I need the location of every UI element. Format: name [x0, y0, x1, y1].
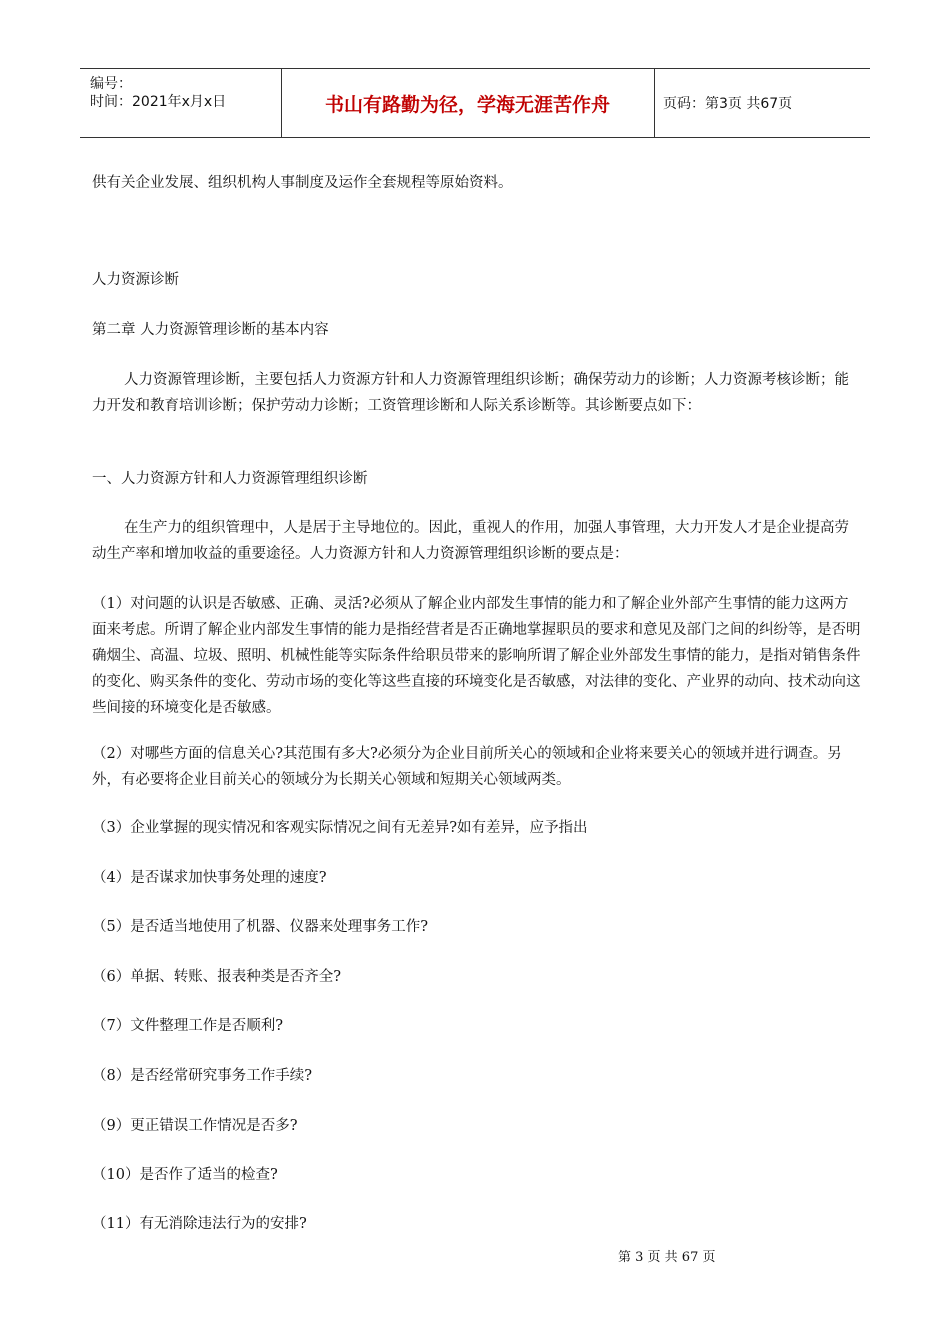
- page-footer: 第 3 页 共 67 页: [618, 1250, 716, 1265]
- motto-title: 书山有路勤为径，学海无涯苦作舟: [281, 69, 655, 137]
- paragraph-intro: 供有关企业发展、组织机构人事制度及运作全套规程等原始资料。: [92, 175, 513, 191]
- list-item-11: （11）有无消除违法行为的安排?: [92, 1216, 307, 1232]
- list-item-2: （2）对哪些方面的信息关心?其范围有多大?必须分为企业目前所关心的领域和企业将来要关心的领域并进行调查。另外，有必要将企业目前关心的领域分为长期关心领域和短期关心领域两类。: [92, 746, 842, 788]
- page-info: 页码：第3页 共67页: [663, 96, 793, 112]
- subsection-heading: 一、人力资源方针和人力资源管理组织诊断: [92, 471, 368, 487]
- time-label: 时间：2021年x月x日: [90, 94, 227, 110]
- list-item-4: （4）是否谋求加快事务处理的速度?: [92, 870, 327, 886]
- section-heading: 人力资源诊断: [92, 272, 179, 288]
- page-header: [80, 68, 870, 138]
- list-item-9: （9）更正错误工作情况是否多?: [92, 1118, 298, 1134]
- chapter-heading: 第二章 人力资源管理诊断的基本内容: [92, 322, 329, 338]
- list-item-8: （8）是否经常研究事务工作手续?: [92, 1068, 312, 1084]
- list-item-3: （3）企业掌握的现实情况和客观实际情况之间有无差异?如有差异，应予指出: [92, 820, 588, 836]
- paragraph-overview: 人力资源管理诊断，主要包括人力资源方针和人力资源管理组织诊断；确保劳动力的诊断；人力资源考核诊断；能力开发和教育培训诊断；保护劳动力诊断；工资管理诊断和人际关系诊断等。其诊断要点如下：: [92, 372, 849, 414]
- paragraph-body: 在生产力的组织管理中，人是居于主导地位的。因此，重视人的作用，加强人事管理，大力开发人才是企业提高劳动生产率和增加收益的重要途径。人力资源方针和人力资源管理组织诊断的要点是：: [92, 520, 849, 562]
- list-item-5: （5）是否适当地使用了机器、仪器来处理事务工作?: [92, 919, 428, 935]
- list-item-10: （10）是否作了适当的检查?: [92, 1167, 278, 1183]
- list-item-1: （1）对问题的认识是否敏感、正确、灵活?必须从了解企业内部发生事情的能力和了解企业外部产生事情的能力这两方面来考虑。所谓了解企业内部发生事情的能力是指经营者是否正确地掌握职员的要求和意见及部门之间的纠纷等，是否明确烟尘、高温、垃圾、照明、机械性能等实际条件给职员带来的影响所谓了解企业外部发生事情的能力，是指对销售条件的变化、购买条件的变化、劳动市场的变化等这些直接的环境变化是否敏感，对法律的变化、产业界的动向、技术动向这些间接的环境变化是否敏感。: [92, 596, 861, 716]
- list-item-7: （7）文件整理工作是否顺利?: [92, 1018, 283, 1034]
- header-left-cell: [80, 69, 282, 137]
- list-item-6: （6）单据、转账、报表种类是否齐全?: [92, 969, 341, 985]
- number-label: 编号：: [90, 76, 132, 92]
